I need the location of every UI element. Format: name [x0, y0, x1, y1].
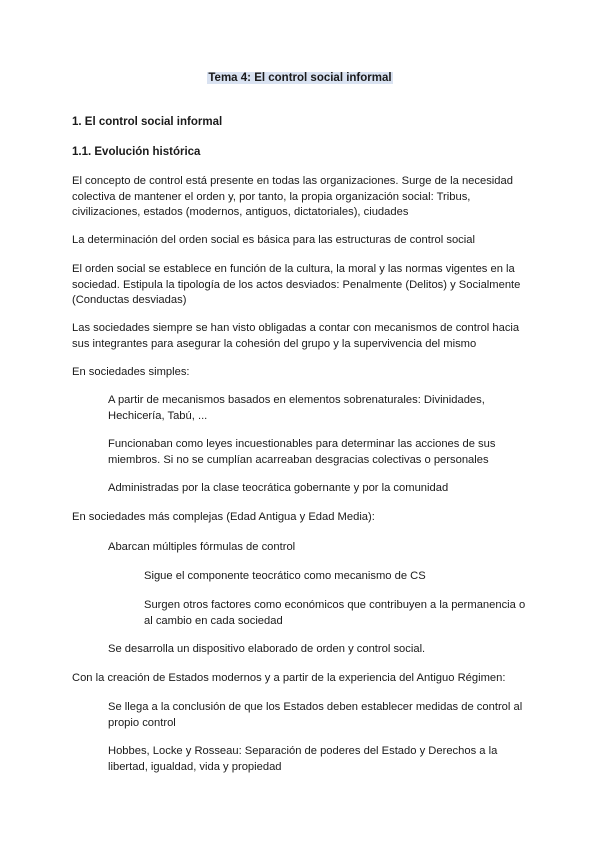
subsection-heading: 1.1. Evolución histórica	[72, 146, 201, 158]
sub-list-item-line: al cambio en cada sociedad	[144, 614, 283, 627]
list-item-line: Se llega a la conclusión de que los Estados deben establecer medidas de control al	[108, 701, 523, 713]
paragraph-line: Las sociedades siempre se han visto obligadas a contar con mecanismos de control hacia	[72, 322, 520, 334]
paragraph-line: El orden social se establece en función de la cultura, la moral y las normas vigentes en la	[72, 263, 515, 275]
list-item-line: Abarcan múltiples fórmulas de control	[108, 541, 296, 553]
paragraph-line: sus integrantes para asegurar la cohesión del grupo y la supervivencia del mismo	[72, 337, 477, 350]
list-label: Con la creación de Estados modernos y a partir de la experiencia del Antiguo Régimen:	[72, 672, 506, 684]
paragraph-line: La determinación del orden social es básica para las estructuras de control social	[72, 234, 475, 246]
list-label: En sociedades más complejas (Edad Antigua y Edad Media):	[72, 511, 375, 523]
sub-list-item-line: Surgen otros factores como económicos que contribuyen a la permanencia o	[144, 599, 526, 611]
list-item-line: Hechicería, Tabú, ...	[108, 409, 208, 422]
list-item-line: miembros. Si no se cumplían acarreaban desgracias colectivas o personales	[108, 453, 489, 466]
paragraph-line: (Conductas desviadas)	[72, 294, 187, 306]
section-heading: 1. El control social informal	[72, 116, 223, 128]
list-item-line: libertad, igualdad, vida y propiedad	[108, 760, 282, 773]
list-label: En sociedades simples:	[72, 366, 190, 378]
list-item-line: propio control	[108, 716, 176, 729]
document-title-text: Tema 4: El control social informal	[208, 72, 392, 84]
list-item-line: Administradas por la clase teocrática gobernante y por la comunidad	[108, 482, 449, 494]
list-item-line: Funcionaban como leyes incuestionables para determinar las acciones de sus	[108, 438, 496, 450]
list-item-line: Se desarrolla un dispositivo elaborado de orden y control social.	[108, 643, 426, 655]
paragraph-line: civilizaciones, estados (modernos, antiguos, dictatoriales), ciudades	[72, 206, 409, 218]
paragraph-line: El concepto de control está presente en todas las organizaciones. Surge de la necesidad	[72, 175, 513, 187]
document-title	[0, 71, 600, 86]
sub-list-item-line: Sigue el componente teocrático como mecanismo de CS	[144, 570, 426, 582]
list-item-line: Hobbes, Locke y Rosseau: Separación de poderes del Estado y Derechos a la	[108, 745, 498, 757]
list-item-line: A partir de mecanismos basados en elementos sobrenaturales: Divinidades,	[108, 394, 485, 406]
paragraph-line: colectiva de mantener el orden y, por tanto, la propia organización social: Tribus,	[72, 190, 471, 203]
paragraph-line: sociedad. Estipula la tipología de los actos desviados: Penalmente (Delitos) y Socialmente	[72, 278, 521, 291]
